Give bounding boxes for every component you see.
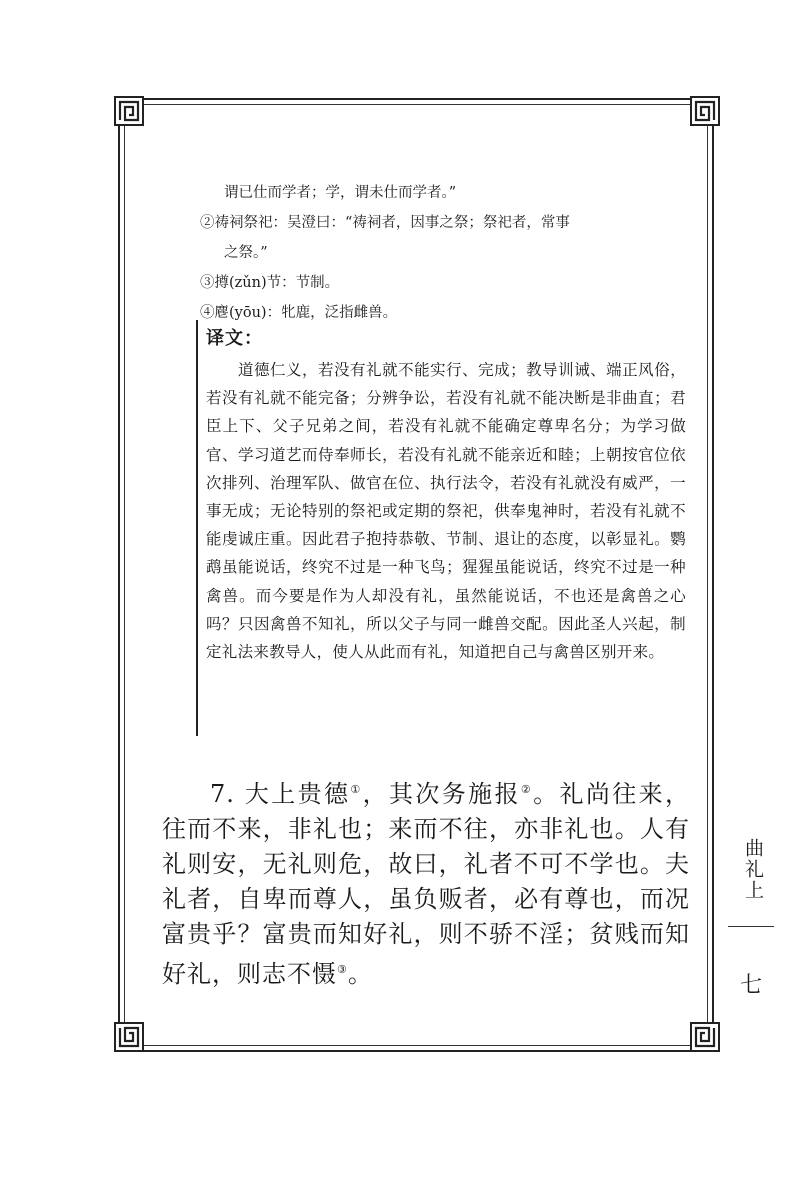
page-number: 七 (740, 973, 763, 998)
footnotes (200, 178, 680, 328)
fret-corner-icon (114, 96, 144, 126)
main-text-part: 7. 大上贵德 (210, 780, 351, 808)
note-3: ③撙(zǔn)节：节制。 (200, 275, 340, 291)
side-divider (728, 926, 774, 927)
note-4: ④麀(yōu)：牝鹿，泛指雌兽。 (200, 305, 398, 321)
note-2: ②祷祠祭祀：吴澄曰：“祷祠者，因事之祭；祭祀者，常事 (200, 215, 570, 231)
fret-corner-icon (114, 1022, 144, 1052)
main-text-part: ，其次务施报 (362, 780, 521, 808)
footnote-marker: ③ (337, 963, 348, 976)
translation-heading: 译文： (206, 328, 263, 349)
footnote-marker: ② (520, 783, 534, 796)
main-text-part: 。礼尚往来，往而不来，非礼也；来而不往，亦非礼也。人有礼则安，无礼则危，故曰，礼者不可不学也。夫礼者，自卑而尊人，虽负贩者，必有尊也，而况富贵乎？富贵而知好礼，则不骄不淫；贫贱而知好礼，则志不慑 (162, 780, 691, 988)
footnote-marker: ① (350, 783, 363, 796)
chapter-title: 曲礼上 (742, 838, 764, 901)
fret-corner-icon (690, 96, 720, 126)
main-classical-text (162, 772, 690, 992)
fret-corner-icon (690, 1022, 720, 1052)
translation-body: 道德仁义，若没有礼就不能实行、完成；教导训诫、端正风俗，若没有礼就不能完备；分辨争讼，若没有礼就不能决断是非曲直；君臣上下、父子兄弟之间，若没有礼就不能确定尊卑名分；为学习做官、学习道艺而侍奉师长，若没有礼就不能亲近和睦；上朝按官位依次排列、治理军队、做官在位、执行法令，若没有礼就没有威严，一事无成；无论特别的祭祀或定期的祭祀，供奉鬼神时，若没有礼就不能虔诚庄重。因此君子抱持恭敬、节制、退让的态度，以彰显礼。鹦鹉虽能说话，终究不过是一种飞鸟；猩猩虽能说话，终究不过是一种禽兽。而今要是作为人却没有礼，虽然能说话，不也还是禽兽之心吗？只因禽兽不知礼，所以父子与同一雌兽交配。因此圣人兴起，制定礼法来教导人，使人从此而有礼，知道把自己与禽兽区别开来。 (206, 361, 686, 662)
note-line: 之祭。” (224, 245, 268, 261)
main-text-part: 。 (347, 960, 373, 988)
note-line: 谓已仕而学者；学，谓未仕而学者。” (224, 185, 457, 201)
